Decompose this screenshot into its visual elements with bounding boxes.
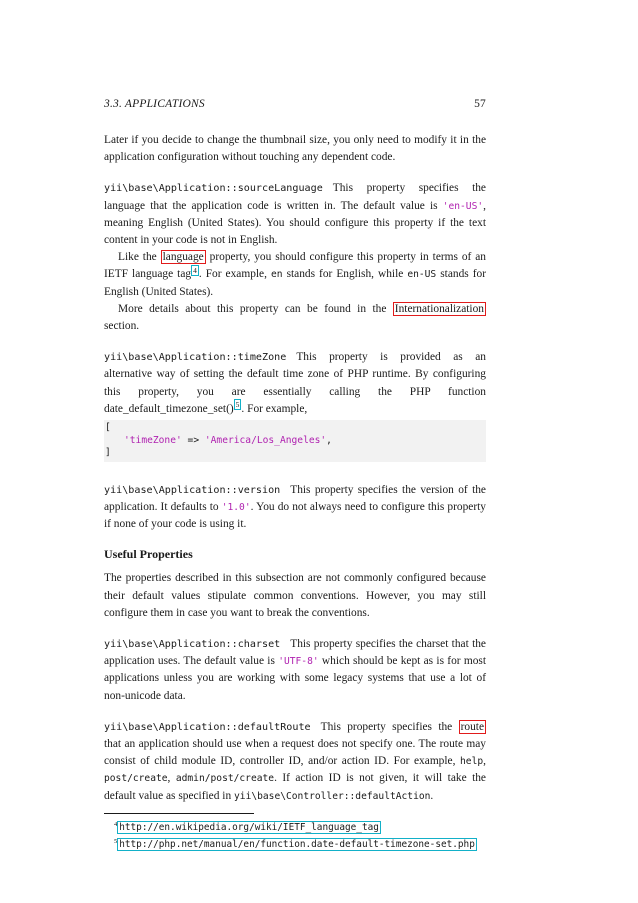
time-zone-section — [104, 349, 486, 462]
footnote-4: $^4$ http://en.wikipedia.org/wiki/IETF_language_tag — [114, 820, 379, 833]
footnote-rule — [104, 813, 254, 814]
subsection-heading: Useful Properties — [104, 547, 193, 562]
footnote-ref-5[interactable]: 5 — [235, 400, 240, 410]
language-link[interactable]: language — [162, 251, 204, 264]
code-block: [ 'timeZone' => 'America/Los_Angeles', ] — [104, 420, 486, 462]
footnote-link[interactable]: http://en.wikipedia.org/wiki/IETF_language_tag — [119, 822, 379, 833]
page-number: 57 — [474, 98, 486, 110]
source-language-section — [104, 180, 486, 335]
running-header — [104, 98, 486, 110]
property-name: yii\base\Application::sourceLanguage — [104, 183, 323, 195]
footnote-5: $^5$ http://php.net/manual/en/function.date-default-timezone-set.php — [114, 838, 475, 851]
property-name: yii\base\Application::charset — [104, 639, 281, 651]
default-value: 'UTF-8' — [278, 656, 319, 668]
internationalization-link[interactable]: Internationalization — [394, 302, 484, 315]
intro-paragraph: Later if you decide to change the thumbnail size, you only need to modify it in the application configuration without touching any dependent code. — [104, 134, 486, 164]
source-language-paragraph-3: More details about this property can be found in the Internationalization section. — [104, 302, 484, 333]
footnote-ref-4[interactable]: 4 — [193, 265, 197, 275]
property-name: yii\base\Application::version — [104, 484, 281, 496]
property-name: yii\base\Application::timeZone — [104, 352, 287, 364]
property-name: yii\base\Application::defaultRoute — [104, 721, 311, 733]
version-paragraph: yii\base\Application::version This property specifies the version of the application. It defaults to '1.0'. You do not always need to configure this property if none of your code is using it. — [104, 483, 486, 531]
default-value: 'en-US' — [442, 200, 484, 212]
section-title: 3.3. APPLICATIONS — [104, 98, 205, 110]
document-page — [104, 98, 486, 852]
source-language-paragraph-2: Like the language property, you should configure this property in terms of an IETF language tag $^4$ . For example, en stands for English, while en-US stands for English (United States). — [104, 251, 486, 298]
source-language-paragraph: yii\base\Application::sourceLanguage This property specifies the language that the application code is written in. The default value is 'en-US', meaning English (United States). You should configure this property if the text content in your code is not in English. — [104, 182, 486, 247]
time-zone-paragraph: yii\base\Application::timeZone This property is provided as an alternative way of setting the default time zone of PHP runtime. By configuring this property, you are essentially calling the PHP function date_default_timezone_set() $^5$ . For example, — [104, 351, 486, 415]
charset-paragraph: yii\base\Application::charset This property specifies the charset that the application uses. The default value is 'UTF-8' which should be kept as is for most applications unless you are working with some legacy systems that use a lot of non-unicode data. — [104, 638, 487, 702]
route-link[interactable]: route — [460, 720, 484, 733]
default-value: '1.0' — [221, 502, 251, 514]
controller-reference: yii\base\Controller::defaultAction — [234, 790, 431, 802]
useful-properties-paragraph: The properties described in this subsection are not commonly configured because their default values stipulate common conventions. However, you may still configure them in case you want to break the conventions. — [104, 572, 486, 619]
default-route-paragraph: yii\base\Application::defaultRoute This property specifies the route that an application should use when a request does not specify one. The route may consist of child module ID, controller ID, and/or action ID. For example, help, post/create, admin/post/create. If action ID is not given, it will take the default value as specified in yii\base\Controller::defaultAction. — [104, 720, 486, 802]
footnote-link[interactable]: http://php.net/manual/en/function.date-default-timezone-set.php — [119, 839, 475, 851]
